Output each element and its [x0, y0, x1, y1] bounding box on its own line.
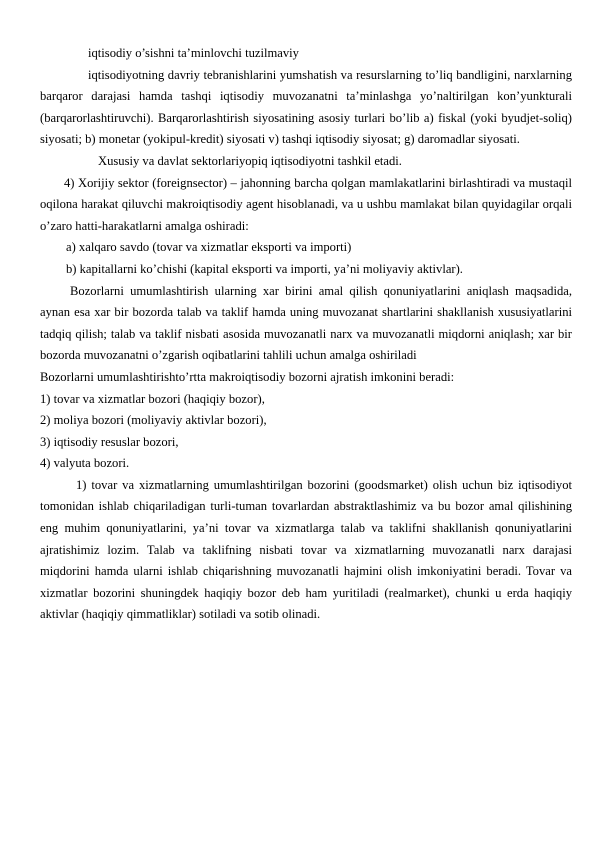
- bullet-text-1: iqtisodiy o’sishni ta’minlovchi tuzilmaviy: [88, 46, 299, 60]
- paragraph-four-markets: Bozorlarni umumlashtirishto’rtta makroiqtisodiy bozorni ajratish imkonini beradi:: [40, 369, 455, 384]
- list-item-currency-market: 4) valyuta bozori.: [40, 456, 130, 471]
- bullet-text-2: [40, 65, 572, 151]
- list-item-resources-market: 3) iqtisodiy resuslar bozori,: [40, 434, 179, 449]
- list-item-trade: a) xalqaro savdo (tovar va xizmatlar eksporti va importi): [66, 240, 352, 255]
- list-item-goods-market: 1) tovar va xizmatlar bozori (haqiqiy bozor),: [40, 391, 265, 406]
- bullet-item-1: [40, 43, 572, 65]
- paragraph-markets: Bozorlarni umumlashtirish ularning xar birini amal qilish qonuniyatlarini aniqlash maqsadida, aynan esa xar bir bozorda talab va taklif hamda uning muvozanat shartlarini shakllanish xususiyatlarini tadqiq qilish; talab va taklif nisbati asosida muvozanatli narx va muvozanatli miqdorni aniqlash; xar bir bozorda muvozanatni o’zgarish oqibatlarini tahlili uchun amalga oshiriladi: [40, 283, 572, 363]
- list-item-money-market: 2) moliya bozori (moliyaviy aktivlar bozori),: [40, 413, 267, 428]
- paragraph-sectors: Xususiy va davlat sektorlariyopiq iqtisodiyotni tashkil etadi.: [98, 153, 402, 168]
- bullet-item-2: [40, 65, 572, 151]
- bullet-text-2-body: iqtisodiyotning davriy tebranishlarini yumshatish va resurslarning to’liq bandligini, narxlarning barqaror darajasi hamda tashqi iqtisodiy muvozanatni ta’minlashga yo’naltirilgan kon’yunkturali (barqarorlashtiruvchi). Barqarorlashtirish siyosatining asosiy turlari bo’lib a) fiskal (yoki byudjet-soliq) siyosati; b) monetar (yokipul-kredit) siyosati v) tashqi iqtisodiy siyosat; g) daromadlar siyosati.: [40, 67, 572, 147]
- paragraph-foreign-sector: 4) Xorijiy sektor (foreignsector) – jahonning barcha qolgan mamlakatlarini birlashtiradi va mustaqil oqilona harakat qiluvchi makroiqtisodiy agent hisoblanadi, va u ushbu mamlakat bilan quyidagilar orqali o’zaro hatti-harakatlarni amalga oshiradi:: [40, 175, 572, 233]
- list-item-capital: b) kapitallarni ko’chishi (kapital eksporti va importi, ya’ni moliyaviy aktivlar).: [66, 261, 463, 276]
- paragraph-goods-market: 1) tovar va xizmatlarning umumlashtirilgan bozorini (goodsmarket) olish uchun biz iqtisodiyot tomonidan ishlab chiqariladigan turli-tuman tovarlardan abstraktlashimiz va bu bozor amal qilishining eng muhim qonuniyatlarini, ya’ni tovar va xizmatlarga talab va taklifni shakllanish qonuniyatlarini ajratishimiz lozim. Talab va taklifning nisbati tovar va xizmatlarning muvozanatli narx darajasi miqdorini hamda ularni ishlab chiqarishning muvozanatli hajmini olish imkoniyatini beradi. Tovar va xizmatlar bozorini shuningdek haqiqiy bozor deb ham yuritiladi (realmarket), chunki u erda haqiqiy aktivlar (haqiqiy qimmatliklar) sotiladi va sotib olinadi.: [40, 477, 572, 622]
- document-page: [40, 43, 572, 626]
